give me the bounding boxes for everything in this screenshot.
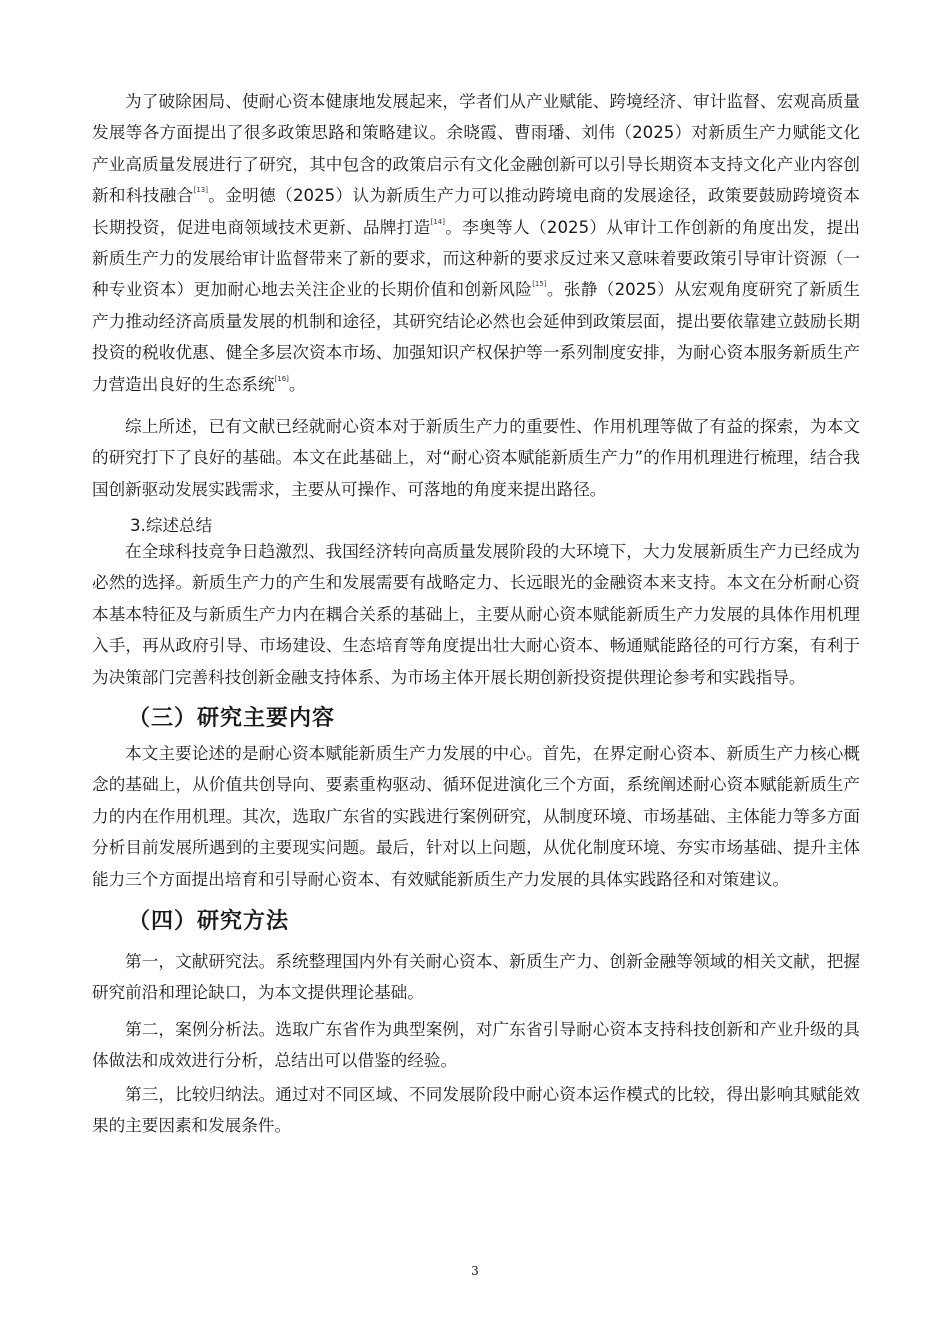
citation-16: [16] <box>274 374 289 383</box>
paragraph-text: 。金明德（2025）认为新质生产力可以推动跨境电商的发展途径，政策要鼓励跨境资本长期投资，促进电商领域技术更新、品牌打造 <box>92 186 861 237</box>
literature-policy-paragraph <box>92 86 860 400</box>
paragraph-text: 。 <box>288 374 306 394</box>
section-heading-main-content: （三）研究主要内容 <box>128 706 336 731</box>
subsection-heading: 3.综述总结 <box>130 516 213 535</box>
summary-paragraph: 综上所述，已有文献已经就耐心资本对于新质生产力的重要性、作用机理等做了有益的探索，为本文的研究打下了良好的基础。本文在此基础上，对“耐心资本赋能新质生产力”的作用机理进行梳理，结合我国创新驱动发展实践需求，主要从可操作、可落地的角度来提出路径。 <box>92 417 860 499</box>
citation-13: [13] <box>193 186 208 195</box>
review-summary-paragraph: 在全球科技竞争日趋激烈、我国经济转向高质量发展阶段的大环境下，大力发展新质生产力已经成为必然的选择。新质生产力的产生和发展需要有战略定力、长远眼光的金融资本来支持。本文在分析耐心资本基本特征及与新质生产力内在耦合关系的基础上，主要从耐心资本赋能新质生产力发展的具体作用机理入手，再从政府引导、市场建设、生态培育等角度提出壮大耐心资本、畅通赋能路径的可行方案，有利于为决策部门完善科技创新金融支持体系、为市场主体开展长期创新投资提供理论参考和实践指导。 <box>92 542 860 687</box>
citation-14: [14] <box>430 217 445 226</box>
method-comparison-paragraph: 第三，比较归纳法。通过对不同区域、不同发展阶段中耐心资本运作模式的比较，得出影响其赋能效果的主要因素和发展条件。 <box>92 1085 860 1136</box>
paragraph-text: 。李奥等人（2025）从审计工作创新的角度出发，提出新质生产力的发展给审计监督带来了新的要求，而这种新的要求反过来又意味着要政策引导审计资源（一种专业资本）更加耐心地去关注企业的长期价值和创新风险 <box>92 217 861 300</box>
main-content-paragraph: 本文主要论述的是耐心资本赋能新质生产力发展的中心。首先，在界定耐心资本、新质生产力核心概念的基础上，从价值共创导向、要素重构驱动、循环促进演化三个方面，系统阐述耐心资本赋能新质生产力的内在作用机理。其次，选取广东省的实践进行案例研究，从制度环境、市场基础、主体能力等多方面分析目前发展所遇到的主要现实问题。最后，针对以上问题，从优化制度环境、夯实市场基础、提升主体能力三个方面提出培育和引导耐心资本、有效赋能新质生产力发展的具体实践路径和对策建议。 <box>92 744 860 889</box>
citation-15: [15] <box>532 280 547 289</box>
paragraph-text: 为了破除困局、使耐心资本健康地发展起来，学者们从产业赋能、跨境经济、审计监督、宏观高质量发展等各方面提出了很多政策思路和策略建议。余晓霞、曹雨璠、刘伟（2025）对新质生产力赋能文化产业高质量发展进行了研究，其中包含的政策启示有文化金融创新可以引导长期资本支持文化产业内容创新和科技融合 <box>92 92 860 206</box>
method-case-paragraph: 第二，案例分析法。选取广东省作为典型案例，对广东省引导耐心资本支持科技创新和产业升级的具体做法和成效进行分析，总结出可以借鉴的经验。 <box>92 1020 860 1071</box>
method-literature-paragraph: 第一，文献研究法。系统整理国内外有关耐心资本、新质生产力、创新金融等领域的相关文献，把握研究前沿和理论缺口，为本文提供理论基础。 <box>92 952 860 1003</box>
page-number: 3 <box>471 1264 479 1278</box>
section-heading-methods: （四）研究方法 <box>128 909 290 934</box>
paragraph-text: 。张静（2025）从宏观角度研究了新质生产力推动经济高质量发展的机制和途径，其研究结论必然也会延伸到政策层面，提出要依靠建立鼓励长期投资的税收优惠、健全多层次资本市场、加强知识产权保护等一系列制度安排，为耐心资本服务新质生产力营造出良好的生态系统 <box>92 280 861 394</box>
